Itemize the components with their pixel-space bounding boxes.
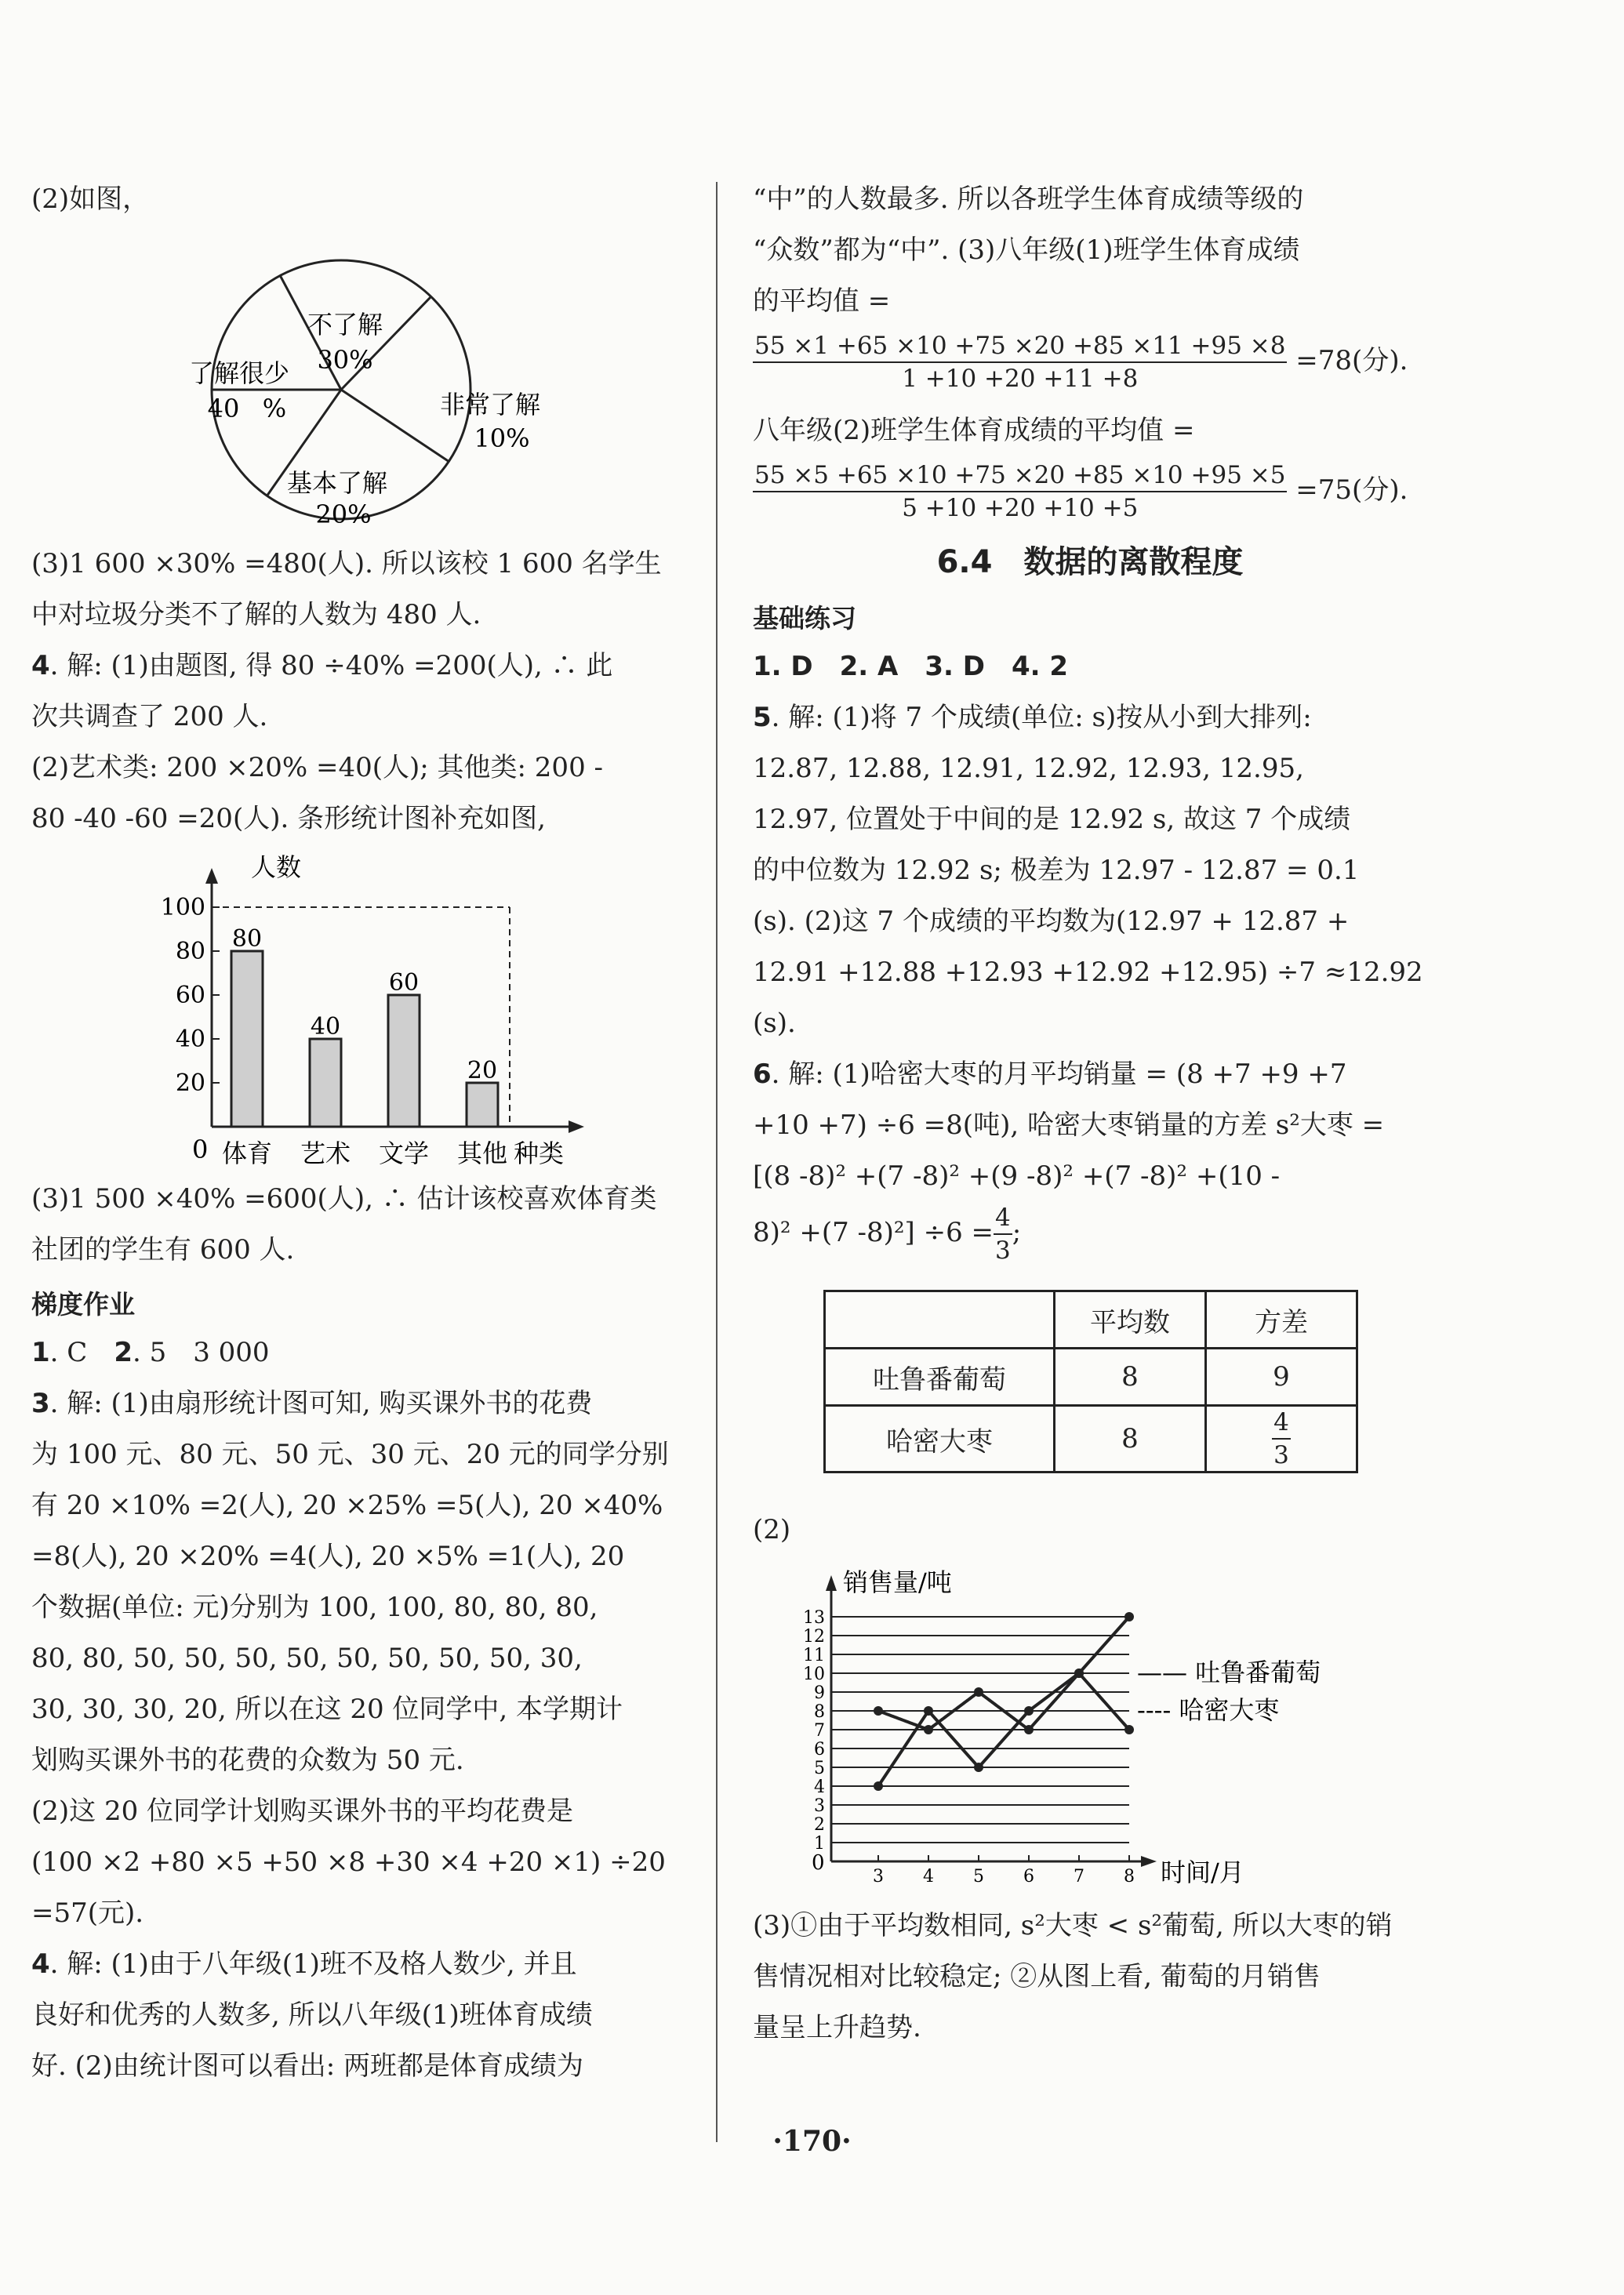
text-line: 八年级(2)班学生体育成绩的平均值 =	[753, 415, 1195, 446]
category-label: 体育	[221, 1138, 273, 1168]
table-header: 方差	[1206, 1291, 1357, 1349]
data-point	[874, 1706, 883, 1716]
table-cell: 8	[1055, 1349, 1206, 1406]
data-point	[874, 1781, 883, 1791]
subheading: 梯度作业	[31, 1289, 135, 1320]
origin-label: 0	[192, 1135, 209, 1164]
data-point	[1074, 1669, 1084, 1678]
denominator: 3	[1273, 1441, 1289, 1469]
fraction	[753, 330, 1287, 394]
data-point	[1124, 1725, 1134, 1734]
fraction	[753, 459, 1287, 524]
text-line: 1. D 2. A 3. D 4. 2	[753, 651, 1069, 682]
column-divider	[716, 182, 718, 2142]
x-axis-label: 时间/月	[1161, 1857, 1244, 1887]
y-tick-label: 100	[160, 894, 205, 921]
x-tick-label: 4	[923, 1867, 934, 1886]
bar	[388, 995, 420, 1127]
right-column	[753, 174, 1427, 2054]
text-line: (3)①由于平均数相同, s²大枣 < s²葡萄, 所以大枣的销	[753, 1910, 1393, 1941]
numerator: 55 ×1 +65 ×10 +75 ×20 +85 ×11 +95 ×8	[753, 330, 1287, 363]
data-point	[924, 1725, 933, 1734]
x-axis-label: 种类	[514, 1138, 565, 1168]
question-number: 5	[753, 702, 772, 733]
bar-value-label: 60	[388, 969, 420, 997]
bar	[467, 1083, 498, 1127]
page-number: ·170·	[772, 2125, 852, 2158]
text-span: . 解: (1)由于八年级(1)班不及格人数少, 并且	[49, 1948, 577, 1980]
data-point	[924, 1706, 933, 1716]
pie-label: 不了解	[307, 310, 383, 340]
data-point	[1024, 1725, 1034, 1734]
formula-result: =75(分).	[1295, 474, 1408, 506]
text-line: [(8 -8)² +(7 -8)² +(9 -8)² +(7 -8)² +(10 -	[753, 1160, 1281, 1192]
y-tick-label: 20	[175, 1069, 205, 1097]
text-line	[753, 1202, 1427, 1266]
formula	[753, 459, 1427, 524]
numerator: 4	[994, 1202, 1012, 1235]
text-span: . 解: (1)由题图, 得 80 ÷40% =200(人), ∴ 此	[49, 650, 613, 681]
y-tick-label: 60	[175, 982, 205, 1009]
text-line: (3)1 500 ×40% =600(人), ∴ 估计该校喜欢体育类	[31, 1183, 657, 1215]
series-line	[878, 1617, 1129, 1786]
pie-label: 30%	[317, 345, 373, 375]
data-point	[974, 1687, 983, 1697]
y-tick-label: 80	[175, 938, 205, 965]
table-row	[825, 1291, 1357, 1349]
table-row	[825, 1406, 1357, 1473]
pie-label: 10%	[474, 423, 530, 453]
x-tick-label: 5	[973, 1867, 984, 1886]
y-tick-label: 10	[803, 1665, 825, 1684]
text-line: 30, 30, 30, 20, 所以在这 20 位同学中, 本学期计	[31, 1694, 623, 1725]
legend-entry: —— 吐鲁番葡萄	[1137, 1658, 1321, 1687]
text-line: (3)1 600 ×30% =480(人). 所以该校 1 600 名学生	[31, 548, 662, 579]
bar-value-label: 20	[467, 1057, 498, 1084]
text-line: (s). (2)这 7 个成绩的平均数为(12.97 + 12.87 +	[753, 906, 1350, 937]
section-heading: 6.4 数据的离散程度	[936, 544, 1244, 580]
text-line: +10 +7) ÷6 =8(吨), 哈密大枣销量的方差 s²大枣 =	[753, 1109, 1385, 1141]
variance-table	[823, 1290, 1358, 1473]
denominator: 3	[995, 1236, 1011, 1265]
y-tick-label: 6	[814, 1740, 825, 1759]
text-line: (2)如图，	[31, 183, 150, 215]
pie-divider	[341, 390, 449, 462]
text-line	[753, 692, 1427, 743]
y-tick-label: 3	[814, 1796, 825, 1816]
text-line: “众数”都为“中”. (3)八年级(1)班学生体育成绩	[753, 234, 1300, 266]
origin-label: 0	[812, 1851, 825, 1875]
subheading: 基础练习	[753, 603, 856, 634]
fraction	[994, 1202, 1012, 1266]
question-number: 4	[31, 1948, 50, 1980]
text-line	[31, 1327, 706, 1378]
text-span: 8)² +(7 -8)²] ÷6 =	[753, 1217, 994, 1248]
y-tick-label: 7	[814, 1721, 825, 1741]
bar-value-label: 80	[231, 925, 263, 953]
category-label: 其他	[456, 1138, 508, 1168]
text-line: (100 ×2 +80 ×5 +50 ×8 +30 ×4 +20 ×1) ÷20	[31, 1847, 666, 1878]
text-line: “中”的人数最多. 所以各班学生体育成绩等级的	[753, 183, 1304, 215]
text-line: (2)艺术类: 200 ×20% =40(人); 其他类: 200 -	[31, 752, 603, 783]
x-tick-label: 7	[1074, 1867, 1084, 1886]
category-label: 文学	[378, 1138, 430, 1168]
y-tick-label: 9	[814, 1683, 825, 1703]
pie-label: 了解很少	[188, 358, 290, 388]
text-line: 好. (2)由统计图可以看出: 两班都是体育成绩为	[31, 2050, 584, 2082]
pie-label: 非常了解	[439, 390, 541, 419]
x-axis-arrow	[569, 1120, 584, 1133]
formula	[753, 330, 1427, 394]
y-axis-arrow	[826, 1575, 837, 1591]
question-number: 3	[31, 1388, 50, 1419]
data-point	[974, 1763, 983, 1772]
numerator: 4	[1272, 1407, 1291, 1440]
text-span: . 解: (1)由扇形统计图可知, 购买课外书的花费	[49, 1388, 593, 1419]
y-tick-label: 8	[814, 1702, 825, 1722]
text-line: 的平均值 =	[753, 285, 891, 317]
text-line: 80 -40 -60 =20(人). 条形统计图补充如图,	[31, 803, 546, 834]
text-line: =57(元).	[31, 1897, 144, 1929]
pie-label: 基本了解	[286, 468, 388, 498]
y-tick-label: 2	[814, 1815, 825, 1835]
table-cell	[825, 1291, 1055, 1349]
text-line: (2)	[753, 1514, 791, 1545]
bar	[310, 1039, 341, 1127]
text-line: 良好和优秀的人数多, 所以八年级(1)班体育成绩	[31, 1999, 593, 2031]
numerator: 55 ×5 +65 ×10 +75 ×20 +85 ×10 +95 ×5	[753, 459, 1287, 492]
text-line: 为 100 元、80 元、50 元、30 元、20 元的同学分别	[31, 1439, 669, 1470]
text-line: 中对垃圾分类不了解的人数为 480 人.	[31, 599, 481, 630]
data-point	[1024, 1706, 1034, 1716]
text-line: =8(人), 20 ×20% =4(人), 20 ×5% =1(人), 20	[31, 1541, 625, 1572]
text-line	[31, 1378, 706, 1429]
text-line: 12.91 +12.88 +12.93 +12.92 +12.95) ÷7 ≈12.92	[753, 957, 1423, 988]
text-line: 12.87, 12.88, 12.91, 12.92, 12.93, 12.95,	[753, 753, 1304, 784]
x-tick-label: 3	[873, 1867, 884, 1886]
x-axis-arrow	[1141, 1856, 1157, 1867]
text-span: . 解: (1)将 7 个成绩(单位: s)按从小到大排列:	[771, 702, 1312, 733]
table-cell: 9	[1206, 1349, 1357, 1406]
fraction	[1272, 1407, 1291, 1471]
table-cell	[1206, 1406, 1357, 1473]
text-line: 80, 80, 50, 50, 50, 50, 50, 50, 50, 50, 30,	[31, 1643, 583, 1674]
bar	[231, 951, 263, 1127]
y-tick-label: 13	[803, 1608, 825, 1628]
y-tick-label: 11	[803, 1646, 825, 1665]
left-column	[31, 174, 706, 2092]
question-number: 4	[31, 650, 50, 681]
table-cell: 吐鲁番葡萄	[825, 1349, 1055, 1406]
y-tick-label: 5	[814, 1759, 825, 1778]
bar-value-label: 40	[310, 1013, 341, 1040]
text-line	[753, 1049, 1427, 1100]
table-cell: 哈密大枣	[825, 1406, 1055, 1473]
text-line: 社团的学生有 600 人.	[31, 1234, 295, 1266]
series-line	[878, 1673, 1129, 1730]
question-number: 1	[31, 1337, 50, 1368]
text-line: 12.97, 位置处于中间的是 12.92 s, 故这 7 个成绩	[753, 804, 1351, 835]
text-line: 次共调查了 200 人.	[31, 701, 268, 732]
text-line: 有 20 ×10% =2(人), 20 ×25% =5(人), 20 ×40%	[31, 1490, 663, 1521]
y-axis-label: 人数	[251, 852, 302, 882]
table-header: 平均数	[1055, 1291, 1206, 1349]
x-tick-label: 6	[1023, 1867, 1034, 1886]
denominator: 5 +10 +20 +10 +5	[902, 494, 1139, 522]
formula-result: =78(分).	[1295, 345, 1408, 376]
y-axis-label: 销售量/吨	[843, 1567, 952, 1597]
text-line: 的中位数为 12.92 s; 极差为 12.97 - 12.87 = 0.1	[753, 855, 1360, 886]
text-line: 个数据(单位: 元)分别为 100, 100, 80, 80, 80,	[31, 1592, 598, 1623]
table-cell: 8	[1055, 1406, 1206, 1473]
text-line	[31, 1939, 706, 1990]
pie-label: 40	[207, 394, 240, 423]
text-line	[31, 641, 706, 692]
pie-chart	[31, 225, 706, 539]
question-number: 6	[753, 1059, 772, 1090]
text-line: 量呈上升趋势.	[753, 2012, 921, 2043]
y-axis-arrow	[205, 868, 218, 884]
y-tick-label: 12	[803, 1627, 825, 1647]
data-point	[1124, 1612, 1134, 1621]
question-number: 2	[114, 1337, 133, 1368]
pie-label: %	[262, 394, 287, 423]
line-chart	[753, 1556, 1427, 1901]
bar-chart	[31, 844, 706, 1174]
text-line: 划购买课外书的花费的众数为 50 元.	[31, 1745, 464, 1776]
y-tick-label: 4	[814, 1778, 825, 1797]
text-span: . 解: (1)哈密大枣的月平均销量 = (8 +7 +9 +7	[771, 1059, 1347, 1090]
y-tick-label: 1	[814, 1834, 825, 1854]
y-tick-label: 40	[175, 1026, 205, 1053]
denominator: 1 +10 +20 +11 +8	[902, 365, 1139, 393]
x-tick-label: 8	[1124, 1867, 1135, 1886]
pie-label: 20%	[315, 499, 372, 529]
text-span: . C	[49, 1337, 88, 1368]
table-row	[825, 1349, 1357, 1406]
text-line: 售情况相对比较稳定; ②从图上看, 葡萄的月销售	[753, 1961, 1321, 1992]
legend-entry: ---- 哈密大枣	[1137, 1695, 1280, 1725]
text-line: (s).	[753, 1008, 796, 1039]
category-label: 艺术	[300, 1138, 351, 1168]
text-span: ;	[1012, 1217, 1022, 1248]
text-line: (2)这 20 位同学计划购买课外书的平均花费是	[31, 1796, 574, 1827]
text-span: . 5 3 000	[132, 1337, 270, 1368]
